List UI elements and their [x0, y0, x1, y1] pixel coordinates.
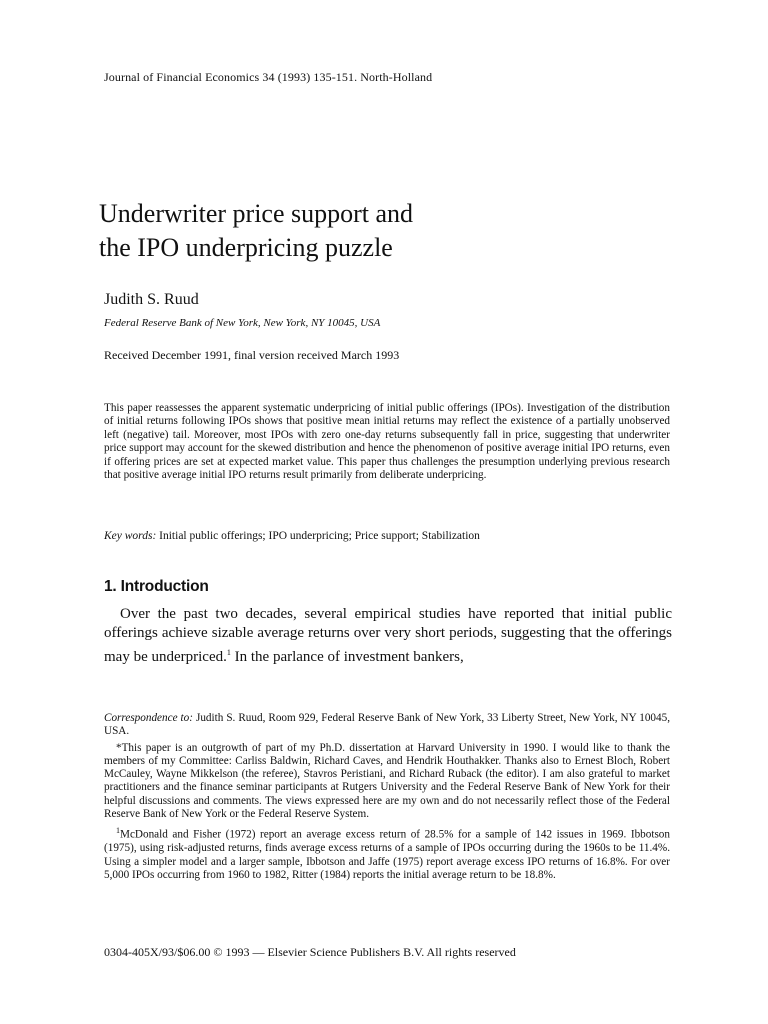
- footnotes: [104, 712, 670, 885]
- introduction-paragraph: [104, 605, 672, 667]
- correspondence-text: Judith S. Ruud, Room 929, Federal Reserve Bank of New York, 33 Liberty Street, New York, NY 10045, USA.: [104, 712, 671, 738]
- intro-text-continued: In the parlance of investment bankers,: [230, 649, 464, 665]
- author-name: Judith S. Ruud: [104, 291, 199, 308]
- title-line-1: Underwriter price support and: [99, 199, 414, 228]
- correspondence-label: Correspondence to:: [104, 712, 193, 724]
- footnote-1: [104, 824, 670, 882]
- received-dates: Received December 1991, final version received March 1993: [104, 348, 400, 362]
- footnote-1-marker: 1: [116, 826, 120, 836]
- keywords-label: Key words:: [104, 530, 157, 542]
- footnote-marker: 1: [226, 648, 231, 657]
- keywords-list: Initial public offerings; IPO underpricing; Price support; Stabilization: [159, 530, 480, 542]
- acknowledgement-note: *This paper is an outgrowth of part of my Ph.D. dissertation at Harvard University in 1990. I would like to thank the members of my Committee: Carliss Baldwin, Richard Caves, and Hendrik Houthakker. Thanks also to Ernest Bloch, Robert McCauley, Wayne Mikkelson (the referee), Stavros Peristiani, and Richard Ruback (the editor). I am also grateful to market practitioners and the finance seminar participants at Rutgers University and the Federal Reserve Bank of New York for their helpful discussions and comments. The views expressed here are my own and do not necessarily reflect those of the Federal Reserve Bank of New York or the Federal Reserve System.: [104, 741, 670, 821]
- intro-text: Over the past two decades, several empirical studies have reported that initial public offerings achieve sizable average returns over very short periods, suggesting that the offerings may be underpriced.: [104, 606, 672, 665]
- journal-citation: Journal of Financial Economics 34 (1993) 135-151. North-Holland: [104, 70, 433, 84]
- correspondence-note: [104, 712, 670, 739]
- author-affiliation: Federal Reserve Bank of New York, New York, NY 10045, USA: [104, 317, 381, 329]
- abstract: This paper reassesses the apparent systematic underpricing of initial public offerings (IPOs). Investigation of the distribution of initial returns following IPOs shows that positive mean initial returns may reflect the existence of a partially unobserved left (negative) tail. Moreover, most IPOs with zero one-day returns subsequently fall in price, suggesting that underwriter price support may account for the skewed distribution and hence the phenomenon of positive average initial IPO returns, even if offering prices are set at expected market value. This paper thus challenges the presumption underlying previous research that positive average initial IPO returns result primarily from deliberate underpricing.: [104, 402, 670, 482]
- copyright-line: 0304-405X/93/$06.00 © 1993 — Elsevier Science Publishers B.V. All rights reserved: [104, 945, 516, 959]
- footnote-1-text: McDonald and Fisher (1972) report an average excess return of 28.5% for a sample of 142 issues in 1969. Ibbotson (1975), using risk-adjusted returns, finds average excess returns of a sample of IPOs occurring during the 1960s to be 11.4%. Using a simpler model and a larger sample, Ibbotson and Jaffe (1975) report average excess IPO returns of 16.8%. For over 5,000 IPOs occurring from 1960 to 1982, Ritter (1984) reports the initial average return to be 18.8%.: [104, 829, 670, 881]
- title-line-2: the IPO underpricing puzzle: [99, 233, 393, 262]
- article-title: [99, 197, 413, 265]
- section-heading-introduction: 1. Introduction: [104, 578, 209, 595]
- keywords: [104, 530, 670, 542]
